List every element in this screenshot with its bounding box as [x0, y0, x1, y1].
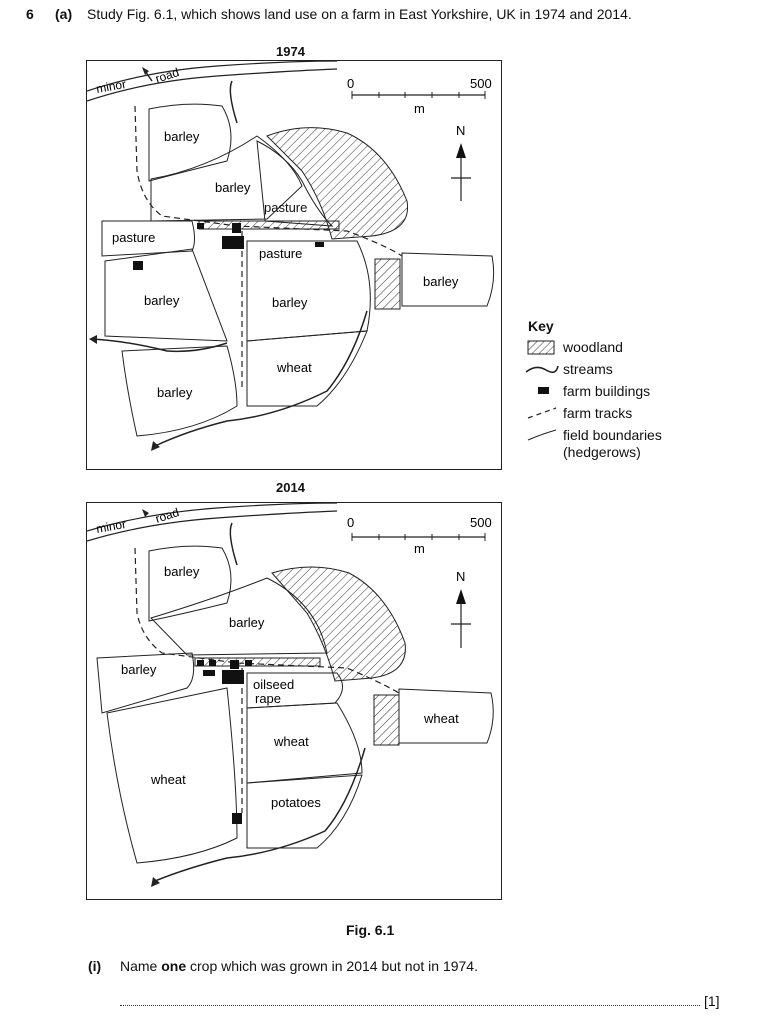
scale-start-label: 0	[347, 76, 355, 91]
road-label: minor	[95, 516, 128, 536]
stream-key-icon	[526, 366, 558, 372]
north-arrow-icon	[456, 143, 466, 158]
key-field-boundaries-label: field boundaries	[563, 427, 662, 443]
stream	[155, 748, 365, 881]
farm-building	[197, 223, 204, 229]
answer-line[interactable]	[120, 995, 700, 1006]
road-label: road	[153, 505, 181, 526]
road-label: road	[153, 65, 181, 86]
field-label: wheat	[424, 711, 459, 726]
farm-track-key-icon	[528, 408, 556, 418]
woodland-key-icon	[528, 341, 554, 354]
field-label: barley	[215, 180, 251, 195]
road-label: minor	[95, 76, 128, 96]
field-label: barley	[164, 564, 200, 579]
farm-building	[209, 660, 216, 666]
field-boundary	[247, 775, 362, 848]
question-part: (a)	[55, 6, 73, 22]
north-label: N	[456, 569, 466, 584]
field-label: barley	[157, 385, 193, 400]
sub-question-text-before: Name	[120, 958, 162, 974]
question-number: 6	[26, 6, 34, 22]
field-label: pasture	[259, 246, 303, 261]
field-label: wheat	[277, 360, 312, 375]
stream-arrow-icon	[151, 441, 160, 451]
key-woodland-label: woodland	[563, 339, 623, 355]
farm-building	[315, 242, 324, 247]
sub-question-text	[120, 958, 478, 974]
sub-question-emphasis: one	[161, 958, 187, 974]
sub-question-label: (i)	[88, 958, 102, 974]
key-symbols	[526, 338, 566, 468]
farm-building	[133, 261, 143, 270]
map-2014-title: 2014	[276, 480, 305, 495]
farm-building	[245, 660, 252, 666]
field-boundary-key-icon	[528, 430, 556, 440]
scale-end-label: 500	[470, 515, 492, 530]
field-boundary	[149, 546, 231, 621]
stream	[230, 81, 237, 123]
field-label: potatoes	[271, 795, 321, 810]
stream	[155, 311, 367, 446]
question-text: Study Fig. 6.1, which shows land use on a farm in East Yorkshire, UK in 1974 and 2014.	[87, 6, 632, 22]
field-label: barley	[272, 295, 308, 310]
farm-building	[232, 223, 241, 233]
field-label: pasture	[112, 230, 156, 245]
stream-arrow-icon	[89, 335, 97, 344]
marks-allocation: [1]	[704, 993, 720, 1009]
stream	[92, 339, 227, 351]
stream-arrow-icon	[142, 67, 149, 75]
map-2014	[86, 502, 502, 900]
north-arrow-icon	[456, 589, 466, 604]
map-1974-drawing	[87, 61, 501, 469]
field-label: pasture	[264, 200, 308, 215]
field-label: rape	[255, 691, 282, 706]
key-farm-tracks-label: farm tracks	[563, 405, 633, 421]
stream	[230, 523, 237, 565]
woodland	[375, 259, 400, 309]
field-label: barley	[423, 274, 459, 289]
sub-question-text-after: crop which was grown in 2014 but not in 1974.	[186, 958, 478, 974]
field-label: wheat	[151, 772, 186, 787]
scale-end-label: 500	[470, 76, 492, 91]
farm-building	[222, 670, 244, 684]
farm-building	[232, 813, 242, 824]
farm-building-key-icon	[538, 387, 549, 394]
scale-start-label: 0	[347, 515, 355, 530]
farm-building	[197, 660, 204, 666]
field-label: barley	[229, 615, 265, 630]
key-farm-buildings-label: farm buildings	[563, 383, 651, 399]
stream-arrow-icon	[142, 509, 149, 517]
farm-building	[222, 236, 244, 249]
map-1974-title: 1974	[276, 44, 305, 59]
farm-building	[230, 660, 239, 669]
key-hedgerows-label: (hedgerows)	[563, 444, 641, 460]
key-title: Key	[528, 318, 554, 334]
stream-arrow-icon	[151, 877, 160, 887]
figure-caption: Fig. 6.1	[346, 922, 395, 938]
field-label: barley	[121, 662, 157, 677]
north-label: N	[456, 123, 466, 138]
key-streams-label: streams	[563, 361, 613, 377]
map-2014-drawing	[87, 503, 501, 899]
field-label: wheat	[274, 734, 309, 749]
field-label: barley	[144, 293, 180, 308]
farm-building	[203, 670, 215, 676]
map-1974	[86, 60, 502, 470]
field-label: barley	[164, 129, 200, 144]
field-label: oilseed	[253, 677, 295, 692]
scale-unit-label: m	[414, 541, 425, 556]
woodland	[374, 695, 399, 745]
scale-unit-label: m	[414, 101, 425, 116]
